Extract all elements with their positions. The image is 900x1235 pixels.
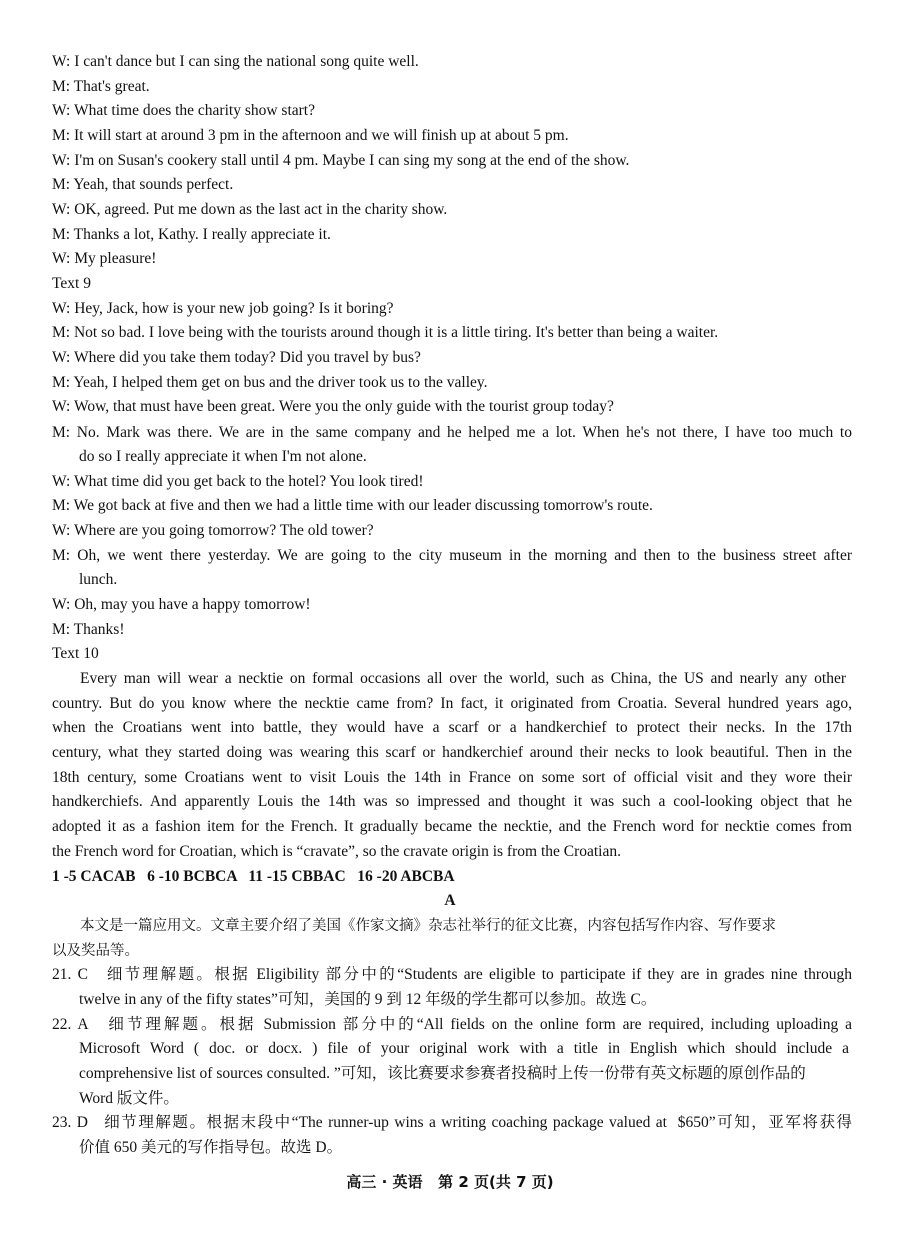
dialogue-line: W: Hey, Jack, how is your new job going? Is it boring?: [52, 300, 394, 317]
dialogue-line: W: My pleasure!: [52, 250, 157, 267]
passage-summary: 本文是一篇应用文。文章主要介绍了美国《作家文摘》杂志社举行的征文比赛，内容包括写作内容、写作要求: [80, 918, 776, 934]
explanation-23: 23. D 细节理解题。根据末段中“The runner-up wins a writing coaching package valued at $650”可知，亚军将获得: [52, 1114, 852, 1131]
dialogue-line: W: I'm on Susan's cookery stall until 4 pm. Maybe I can sing my song at the end of the show.: [52, 152, 630, 169]
passage-summary-continued: 以及奖品等。: [52, 943, 139, 959]
passage-line: the French word for Croatian, which is “cravate”, so the cravate origin is from the Croatian.: [52, 843, 621, 860]
passage-line: handkerchiefs. And apparently Louis the 14th was so impressed and thought it was such a cool-looking object that he: [52, 793, 852, 810]
dialogue-line: M: That's great.: [52, 78, 150, 95]
dialogue-line: M: It will start at around 3 pm in the afternoon and we will finish up at about 5 pm.: [52, 127, 569, 144]
section-heading-text-10: Text 10: [52, 645, 99, 662]
dialogue-line: W: Oh, may you have a happy tomorrow!: [52, 596, 311, 613]
dialogue-line: M: Not so bad. I love being with the tourists around though it is a little tiring. It's better than being a waiter.: [52, 324, 719, 341]
passage-line: 18th century, some Croatians went to visit Louis the 14th in France on some sort of official visit and they wore their: [52, 769, 852, 786]
dialogue-line: W: I can't dance but I can sing the national song quite well.: [52, 53, 419, 70]
dialogue-line-continuation: do so I really appreciate it when I'm not alone.: [79, 448, 367, 465]
dialogue-line: W: What time does the charity show start?: [52, 102, 315, 119]
dialogue-line: W: Wow, that must have been great. Were you the only guide with the tourist group today?: [52, 398, 614, 415]
dialogue-line: M: Thanks!: [52, 621, 125, 638]
dialogue-line: M: Oh, we went there yesterday. We are going to the city museum in the morning and then to the business street after: [52, 547, 852, 564]
section-heading-a: A: [444, 892, 456, 909]
passage-line: Every man will wear a necktie on formal occasions all over the world, such as China, the US and nearly any other: [80, 670, 846, 687]
dialogue-line: W: Where are you going tomorrow? The old tower?: [52, 522, 374, 539]
passage-line: century, what they started doing was wearing this scarf or handkerchief around their necks to look beautiful. Then in the: [52, 744, 852, 761]
explanation-22-continued: comprehensive list of sources consulted. ”可知，该比赛要求参赛者投稿时上传一份带有英文标题的原创作品的: [79, 1065, 806, 1082]
explanation-22-continued: Microsoft Word ( doc. or docx. ) file of your original work with a title in English which should include a: [79, 1040, 849, 1057]
explanation-23-continued: 价值 650 美元的写作指导包。故选 D。: [79, 1139, 343, 1156]
explanation-21-continued: twelve in any of the fifty states”可知，美国的 9 到 12 年级的学生都可以参加。故选 C。: [79, 991, 657, 1008]
dialogue-line: W: What time did you get back to the hotel? You look tired!: [52, 473, 424, 490]
dialogue-line: M: Thanks a lot, Kathy. I really appreciate it.: [52, 226, 331, 243]
dialogue-line: W: OK, agreed. Put me down as the last act in the charity show.: [52, 201, 448, 218]
passage-line: country. But do you know where the necktie came from? In fact, it originated from Croatia. Several hundred years ago,: [52, 695, 852, 712]
dialogue-line: M: No. Mark was there. We are in the same company and he helped me a lot. When he's not there, I have too much to: [52, 424, 852, 441]
explanation-22: 22. A 细节理解题。根据 Submission 部分中的“All fields on the online form are required, including uploading a: [52, 1016, 852, 1033]
explanation-21: 21. C 细节理解题。根据 Eligibility 部分中的“Students are eligible to participate if they are in grades nine through: [52, 966, 852, 983]
section-heading-text-9: Text 9: [52, 275, 91, 292]
dialogue-line-continuation: lunch.: [79, 571, 118, 588]
passage-line: adopted it as a fashion item for the French. It gradually became the necktie, and the French word for necktie comes from: [52, 818, 852, 835]
dialogue-line: M: We got back at five and then we had a little time with our leader discussing tomorrow's route.: [52, 497, 653, 514]
passage-line: when the Croatians went into battle, they would have a scarf or a handkerchief to protect their necks. In the 17th: [52, 719, 852, 736]
answer-key-listening: 1 -5 CACAB 6 -10 BCBCA 11 -15 CBBAC 16 -20 ABCBA: [52, 868, 455, 885]
dialogue-line: M: Yeah, I helped them get on bus and the driver took us to the valley.: [52, 374, 488, 391]
dialogue-line: M: Yeah, that sounds perfect.: [52, 176, 234, 193]
dialogue-line: W: Where did you take them today? Did you travel by bus?: [52, 349, 421, 366]
explanation-22-continued: Word 版文件。: [79, 1090, 179, 1107]
page-footer: 高三 · 英语 第 2 页(共 7 页): [346, 1173, 554, 1191]
